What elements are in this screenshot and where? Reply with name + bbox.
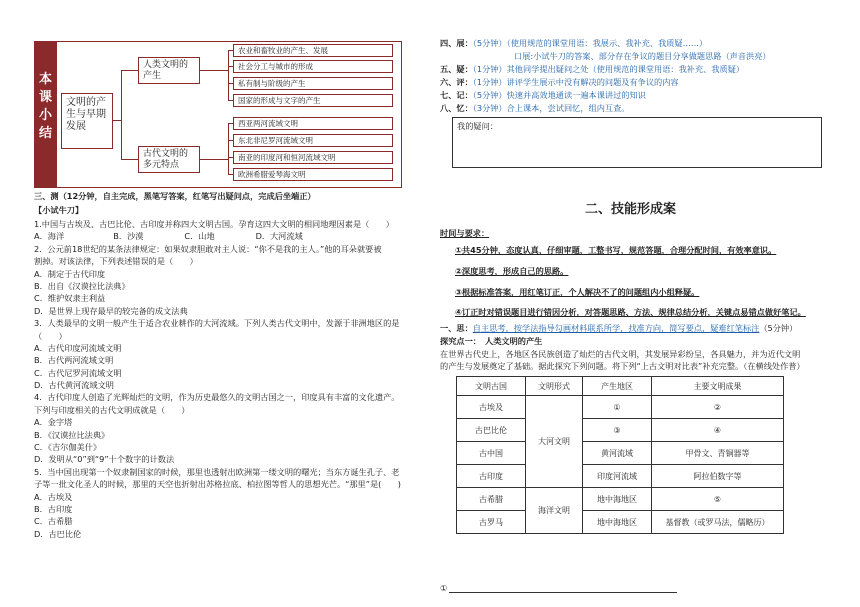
cell-result: 阿拉伯数字等 [652,465,784,488]
question-line: D．古巴比伦 [34,528,82,539]
step-4-text-2: 口展:小试牛刀的答案、部分存在争议的题目分享做题思路（声音洪亮） [514,51,771,61]
step-4-text: （5分钟）（使用规范的课堂用语：我展示、我补充、我质疑……） [472,38,708,48]
table-row [457,396,784,419]
table-row [457,488,784,511]
answer-blank-line[interactable] [449,592,677,593]
question-line: A．古埃及 [34,491,73,502]
question-line: C．维护奴隶主利益 [34,293,106,304]
summary-item: 农业和畜牧业的产生、发展 [233,44,393,57]
skills-title: 二、技能形成案 [585,202,677,217]
question-line: C．《吉尔伽美什》 [34,442,102,453]
side-char: 课 [38,90,52,105]
step-6-text: （1分钟）讲评学生展示中没有解决的问题及有争议的内容 [472,77,679,87]
step-8 [440,103,629,114]
step-7-label: 七、记： [440,90,473,100]
cell-region: 地中海地区 [583,511,652,534]
summary-item: 欧洲希腊爱琴海文明 [233,168,393,181]
question-line: B．古印度 [34,503,73,514]
cell-result: 甲骨文、青铜器等 [652,442,784,465]
explore-point: 探究点一： 人类文明的产生 [440,336,543,346]
table-row [457,511,784,534]
question-line: 4．古代印度人创造了光辉灿烂的文明，作为历史最悠久的文明古国之一，印度具有丰富的文化遗产。 [34,392,400,403]
table-row [457,419,784,442]
test-subheading: 【小试牛刀】 [34,205,84,215]
doubt-box[interactable] [452,117,822,168]
step-8-text: （3分钟）合上课本，尝试回忆，组内互查。 [472,103,630,113]
table-header: 文明形式 [526,377,583,396]
question-line: A．制定于古代印度 [34,268,106,279]
step-5-label: 五、疑： [440,64,473,74]
question-line: 1.中国与古埃及、古巴比伦、古印度并称四大文明古国。孕育这四大文明的相同地理因素是（ ） [34,219,394,229]
question-line: D．是世界上现存最早的较完备的成文法典 [34,305,188,316]
question-line: 5．当中国出现第一个奴隶制国家的时候，那里也透射出欧洲第一缕文明的曙光；当东方诞生孔子、老 [34,466,400,477]
cell-region: ① [583,396,652,419]
civilization-comparison-table [456,376,784,534]
cell-region: 地中海地区 [583,488,652,511]
summary-branch-2: 古代文明的多元特点 [138,146,200,173]
question-line: 下列与印度相关的古代文明成就是（ ） [34,404,190,415]
question-line: A．古代印度河流域文明 [34,342,122,353]
cell-region: 印度河流域 [583,465,652,488]
cell-name: 古罗马 [457,511,526,534]
question-line: B．《汉谟拉比法典》 [34,429,110,440]
requirement-4: ④订正时对错误题目进行错因分析，对答题思路、方法、规律总结分析，关键点易错点做好笔记。 [455,307,806,317]
doubt-label: 我的疑问： [457,121,498,131]
explore-paragraph-2: 的产生与发展奠定了基础。据此探究下列问题。将下列“上古文明对比表”补充完整。（在横线处作普） [440,361,805,371]
step-1-text: 自主思考，按学法指导勾画材料联系所学，找准方向，简写要点，疑难红笔标注 [472,323,760,333]
summary-item: 西亚两河流域文明 [233,117,393,130]
question-line: （ ） [34,330,67,341]
cell-result: 基督教（或罗马法，儒略历） [652,511,784,534]
summary-item: 社会分工与城市的形成 [233,60,393,73]
question-line: B．出自《汉谟拉比法典》 [34,280,130,291]
table-header: 文明古国 [457,377,526,396]
question-line: A．金字塔 [34,417,73,428]
table-header: 主要文明成果 [652,377,784,396]
requirement-3: ③根据标准答案，用红笔订正，个人解决不了的问题组内小组释疑。 [455,287,700,297]
requirement-2: ②深度思考，形成自己的思路。 [455,266,569,276]
step-1-time: （5分钟） [759,323,798,333]
table-header: 产生地区 [583,377,652,396]
test-questions [34,219,401,541]
step-6-label: 六、评： [440,77,473,87]
cell-region: ③ [583,419,652,442]
step-8-label: 八、忆： [440,103,473,113]
question-line: A．海洋 B．沙漠 C．山地 D．大河流域 [34,231,303,242]
question-line: 3．人类最早的文明一般产生于适合农业耕作的大河流域。下列人类古代文明中，发源于非洲地区的是 [34,318,400,329]
step-6 [440,77,679,88]
cell-name: 古希腊 [457,488,526,511]
side-char: 结 [38,126,52,141]
cell-name: 古埃及 [457,396,526,419]
question-line: D．古代黄河流域文明 [34,380,114,391]
summary-side-label [34,41,57,188]
question-line: D．发明从“0”到“9”十个数字的计数法 [34,454,175,465]
question-line: C．古代尼罗河流域文明 [34,367,122,378]
summary-item: 东北非尼罗河流域文明 [233,134,393,147]
cell-result: ⑤ [652,488,784,511]
summary-item: 私有制与阶级的产生 [233,77,393,90]
question-line: B．古代两河流域文明 [34,355,114,366]
table-row [457,442,784,465]
answer-mark: ① [440,583,448,593]
question-line: 子等一批文化圣人的时候，那里的天空也折射出苏格拉底、柏拉图等哲人的思想光芒。“那里”是( ) [34,479,401,490]
side-char: 小 [38,108,52,123]
table-row [457,465,784,488]
summary-main-box: 文明的产生与早期发展 [61,93,113,149]
step-5 [440,64,744,75]
time-requirements-label: 时间与要求： [440,228,490,238]
table-header-row [457,377,784,396]
step-7-text: （5分钟）快速并高效地通读一遍本课讲过的知识 [472,90,646,100]
summary-branch-1: 人类文明的产生 [138,57,200,84]
question-line: C．古希腊 [34,516,73,527]
step-7 [440,90,646,101]
step-1 [440,323,797,334]
cell-form: 大河文明 [526,396,583,488]
cell-name: 古巴比伦 [457,419,526,442]
side-char: 本 [38,72,52,87]
step-4 [440,38,707,49]
cell-form: 海洋文明 [526,488,583,534]
summary-item: 南亚的印度河和恒河流域文明 [233,151,393,164]
requirement-1: ①共45分钟，态度认真，仔细审题，工整书写，规范答题，合理分配时间，有效率意识。 [455,245,777,255]
question-line: 割掉。对该法律，下列表述错误的是（ ） [34,256,198,267]
cell-result: ② [652,396,784,419]
summary-item: 国家的形成与文字的产生 [233,94,393,107]
step-4-label: 四、展： [440,38,473,48]
question-line: 2．公元前18世纪的某条法律规定：如果奴隶胆敢对主人说：“你不是我的主人。”他的耳朵就要被 [34,243,382,254]
explore-paragraph-1: 在世界古代史上，各地区各民族创造了灿烂的古代文明，其发展异彩纷呈，各具魅力，并为近代文明 [440,349,801,359]
test-heading: 三、测（12分钟，自主完成，黑笔写答案，红笔写出疑问点，完成后坐端正） [34,191,316,201]
step-5-text: （1分钟）其他同学提出疑问之处（使用规范的课堂用语：我补充、我质疑） [472,64,745,74]
cell-name: 古中国 [457,442,526,465]
cell-name: 古印度 [457,465,526,488]
step-1-label: 一、思： [440,323,473,333]
cell-result: ④ [652,419,784,442]
cell-region: 黄河流域 [583,442,652,465]
